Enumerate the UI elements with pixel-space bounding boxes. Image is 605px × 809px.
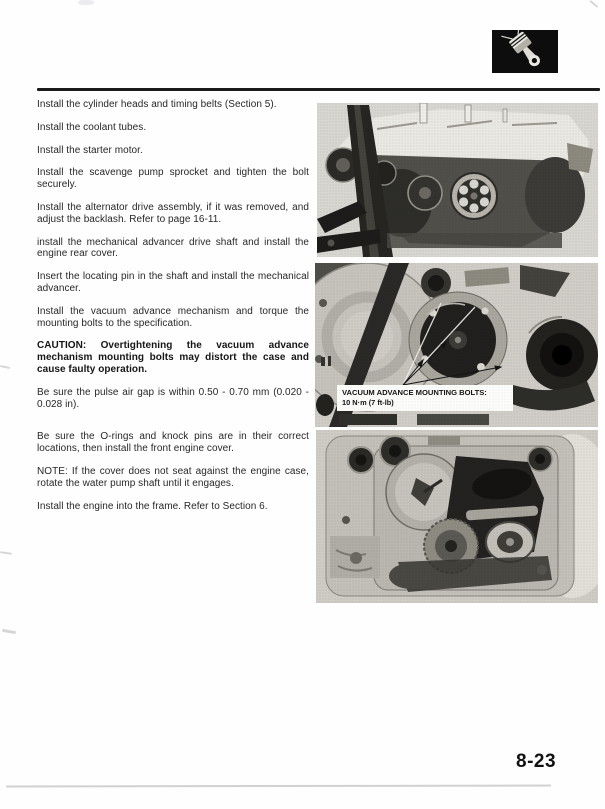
- caution-paragraph: CAUTION: Overtightening the vacuum advance mechanism mounting bolts may distort the case and cause faulty operation.: [37, 340, 309, 375]
- header-rule: [37, 88, 600, 91]
- page-number: 8-23: [516, 751, 557, 772]
- scan-smudge: [78, 0, 94, 5]
- instruction-paragraph: Be sure the O-rings and knock pins are in their correct locations, then install the front engine cover.: [37, 431, 309, 455]
- instruction-paragraph: Be sure the pulse air gap is within 0.50 - 0.70 mm (0.020 - 0.028 in).: [37, 386, 309, 410]
- footer-rule: [6, 785, 551, 788]
- scan-artifact: [590, 0, 599, 8]
- instruction-paragraph: Install the engine into the frame. Refer to Section 6.: [37, 500, 268, 512]
- note-paragraph: NOTE: If the cover does not seat against the engine case, rotate the water pump shaft until it engages.: [37, 465, 309, 489]
- piston-icon: [492, 30, 558, 73]
- scan-artifact: [2, 629, 16, 634]
- instruction-column: [37, 99, 309, 523]
- photo-front-engine-cover: [316, 430, 598, 603]
- instruction-paragraph: Install the scavenge pump sprocket and tighten the bolt securely.: [37, 167, 309, 191]
- scan-artifact: [0, 551, 12, 555]
- instruction-paragraph: Install the alternator drive assembly, if it was removed, and adjust the backlash. Refer to page 16-11.: [37, 201, 309, 225]
- instruction-paragraph: Install the starter motor.: [37, 144, 143, 156]
- instruction-paragraph: Install the vacuum advance mechanism and torque the mounting bolts to the specification.: [37, 305, 309, 329]
- scan-artifact: [0, 365, 10, 369]
- instruction-paragraph: Insert the locating pin in the shaft and install the mechanical advancer.: [37, 271, 309, 294]
- instruction-paragraph: Install the coolant tubes.: [37, 121, 147, 133]
- photo-engine-timing-belts: [317, 103, 598, 257]
- photo-vacuum-advance: [315, 263, 598, 427]
- instruction-paragraph: Install the cylinder heads and timing belts (Section 5).: [37, 99, 277, 110]
- instruction-paragraph: install the mechanical advancer drive shaft and install the engine rear cover.: [37, 236, 309, 260]
